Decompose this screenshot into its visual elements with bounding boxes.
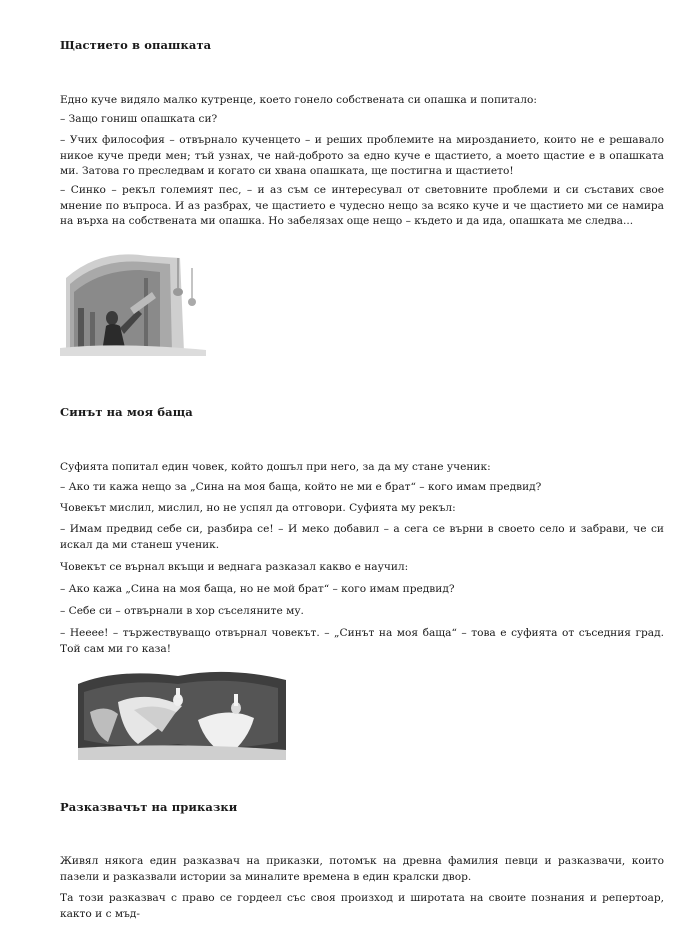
paragraph: Суфията попитал един човек, който дошъл при него, за да му стане ученик: <box>60 461 491 473</box>
paragraph: – Нееее! – тържествуващо отвърнал човекът. – „Синът на моя баща“ – това е суфията от съседния град. Той сам ми го каза! <box>60 627 664 655</box>
dancing-dervishes-illustration <box>78 662 286 760</box>
room-with-figure-illustration <box>60 248 206 356</box>
story-title-happiness-tail: Щастието в опашката <box>60 38 212 52</box>
paragraph: – Защо гониш опашката си? <box>60 113 218 125</box>
paragraph: Едно куче видяло малко кутренце, което гонело собствената си опашка и попитало: <box>60 94 537 106</box>
paragraph: – Имам предвид себе си, разбира се! – И меко добавил – а сега се върни в своето село и забрави, че си искал да ми станеш ученик. <box>60 523 664 551</box>
paragraph: Та този разказвач с право се гордеел със своя произход и широтата на своите познания и репертоар, както и с мъд- <box>60 892 664 920</box>
paragraph: – Себе си – отвърнали в хор съселяните му. <box>60 605 304 617</box>
paragraph: – Ако ти кажа нещо за „Сина на моя баща, който не ми е брат“ – кого имам предвид? <box>60 481 542 493</box>
story-title-father-son: Синът на моя баща <box>60 405 193 419</box>
paragraph: – Учих философия – отвърнало кученцето – и реших проблемите на мирозданието, които не е решавало никое куче преди мен; тъй узнах, че най-доброто за едно куче е щастието, а моето щастие е в опашката ми. Затова го преследвам и когато си хвана опашката, ще постигна и щастието! <box>60 134 664 177</box>
paragraph: Човекът се върнал вкъщи и веднага разказал какво е научил: <box>60 561 409 573</box>
paragraph: Живял някога един разказвач на приказки, потомък на древна фамилия певци и разказвачи, които пазели и разказвали истории за миналите времена в един кралски двор. <box>60 855 664 883</box>
paragraph: – Ако кажа „Сина на моя баща, но не мой брат“ – кого имам предвид? <box>60 583 455 595</box>
story-title-storyteller: Разказвачът на приказки <box>60 800 238 814</box>
paragraph: – Синко – рекъл големият пес, – и аз съм се интересувал от световните проблеми и си съставих свое мнение по въпроса. И аз разбрах, че щастието е чудесно нещо за всяко куче и че щастието ми се намира на върха на собствената ми опашка. Но забелязах още нещо – където и да ида, опашката ме следва... <box>60 184 664 227</box>
paragraph: Човекът мислил, мислил, но не успял да отговори. Суфията му рекъл: <box>60 502 456 514</box>
